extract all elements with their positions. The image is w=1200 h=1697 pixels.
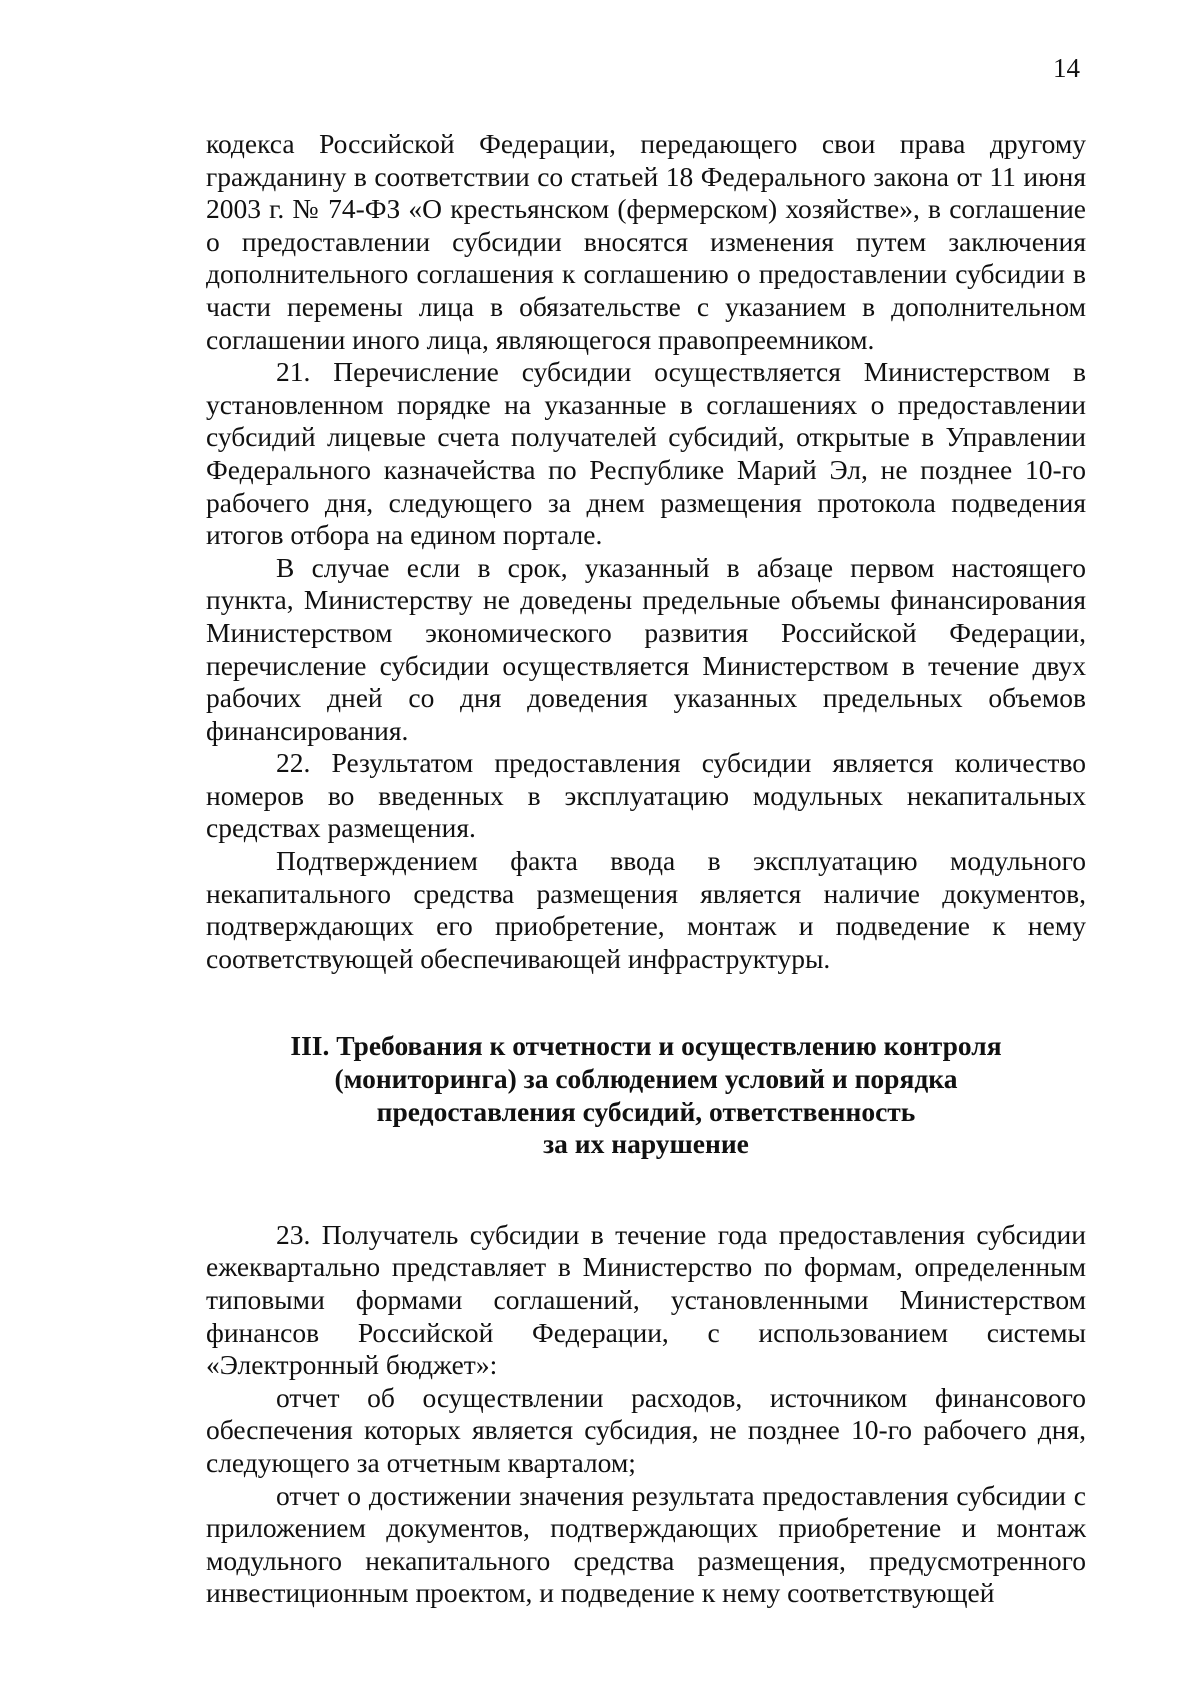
- paragraph-report-expenses: отчет об осуществлении расходов, источником финансового обеспечения которых является субсидия, не позднее 10-го рабочего дня, следующего за отчетным кварталом;: [206, 1381, 1086, 1478]
- page-number: 14: [1053, 53, 1080, 83]
- section-heading-line: (мониторинга) за соблюдением условий и порядка: [334, 1063, 958, 1095]
- paragraph-item-22: 22. Результатом предоставления субсидии является количество номеров во введенных в эксплуатацию модульных некапитальных средствах размещения.: [206, 747, 1086, 844]
- document-body: [206, 128, 1086, 1610]
- section-heading-line: за их нарушение: [543, 1128, 749, 1160]
- paragraph-item-23: 23. Получатель субсидии в течение года предоставления субсидии ежеквартально представляет в Министерство по формам, определенным типовыми формами соглашений, установленными Министерством финансов Российской Федерации, с использованием системы «Электронный бюджет»:: [206, 1218, 1086, 1381]
- paragraph-item-22-note: Подтверждением факта ввода в эксплуатацию модульного некапитального средства размещения является наличие документов, подтверждающих его приобретение, монтаж и подведение к нему соответствующей обеспечивающей инфраструктуры.: [206, 845, 1086, 974]
- paragraph-item-21-note: В случае если в срок, указанный в абзаце первом настоящего пункта, Министерству не доведены предельные объемы финансирования Министерством экономического развития Российской Федерации, перечисление субсидии осуществляется Министерством в течение двух рабочих дней со дня доведения указанных предельных объемов финансирования.: [206, 551, 1086, 746]
- paragraph-report-results: отчет о достижении значения результата предоставления субсидии с приложением документов, подтверждающих приобретение и монтаж модульного некапитального средства размещения, предусмотренного инвестиционным проектом, и подведение к нему соответствующей: [206, 1479, 1086, 1609]
- section-heading-line: предоставления субсидий, ответственность: [376, 1095, 916, 1127]
- section-heading: [206, 1030, 1086, 1160]
- paragraph-continuation: кодекса Российской Федерации, передающего свои права другому гражданину в соответствии со статьей 18 Федерального закона от 11 июня 2003 г. № 74-ФЗ «О крестьянском (фермерском) хозяйстве», в соглашение о предоставлении субсидии вносятся изменения путем заключения дополнительного соглашения к соглашению о предоставлении субсидии в части перемены лица в обязательстве с указанием в дополнительном соглашении иного лица, являющегося правопреемником.: [206, 128, 1086, 355]
- paragraph-item-21: 21. Перечисление субсидии осуществляется Министерством в установленном порядке на указанные в соглашениях о предоставлении субсидий лицевые счета получателей субсидий, открытые в Управлении Федерального казначейства по Республике Марий Эл, не позднее 10-го рабочего дня, следующего за днем размещения протокола подведения итогов отбора на едином портале.: [206, 356, 1086, 551]
- section-heading-line: III. Требования к отчетности и осуществлению контроля: [290, 1030, 1002, 1062]
